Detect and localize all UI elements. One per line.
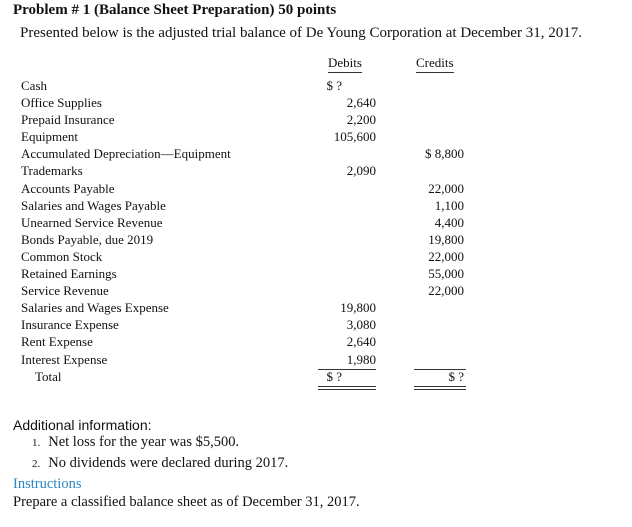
credit-amount: $ ? [448,368,464,384]
table-row [0,77,632,94]
credit-amount: $ 8,800 [425,146,464,162]
credit-amount: 55,000 [428,266,464,282]
account-name: Accounts Payable [21,180,115,196]
table-row [0,162,632,179]
debit-amount: 19,800 [340,300,376,316]
problem-title: Problem # 1 (Balance Sheet Preparation) 50 points [13,2,337,18]
debit-total-double-rule [318,386,376,390]
additional-info-item: 2. No dividends were declared during 2017. [32,455,289,471]
credit-amount: 22,000 [428,283,464,299]
debit-amount: 2,640 [346,334,376,350]
account-name: Cash [21,78,47,93]
credit-amount: 22,000 [428,180,464,196]
credit-total-double-rule [414,386,466,390]
account-name: Insurance Expense [21,317,119,333]
credit-amount: 22,000 [428,248,464,264]
account-name: Rent Expense [21,334,93,350]
trial-balance-table [0,77,632,385]
debit-amount: $ ? [326,78,342,93]
debit-amount: $ ? [326,368,342,384]
account-name: Total [35,368,62,384]
table-row [0,94,632,111]
table-row [0,333,632,350]
table-row [0,351,632,368]
account-name: Prepaid Insurance [21,112,115,128]
account-name: Salaries and Wages Payable [21,197,166,213]
table-row [0,214,632,231]
instructions-heading: Instructions [13,476,82,492]
debit-amount: 3,080 [346,317,376,333]
account-name: Common Stock [21,248,103,264]
credit-amount: 19,800 [428,231,464,247]
account-name: Retained Earnings [21,266,117,282]
account-name: Interest Expense [21,351,108,367]
account-name: Trademarks [21,163,83,179]
debit-amount: 2,200 [346,112,376,128]
account-name: Bonds Payable, due 2019 [21,231,154,247]
credit-amount: 4,400 [434,214,464,230]
table-row [0,145,632,162]
table-row [0,248,632,265]
credit-amount: 1,100 [434,197,464,213]
account-name: Unearned Service Revenue [21,214,163,230]
account-name: Salaries and Wages Expense [21,300,169,316]
table-row [0,316,632,333]
instructions-text: Prepare a classified balance sheet as of December 31, 2017. [13,494,360,510]
debit-amount: 1,980 [346,351,376,367]
credits-column-header: Credits [416,55,454,73]
account-name: Accumulated Depreciation—Equipment [21,146,231,162]
account-name: Equipment [21,129,79,145]
debit-amount: 2,640 [346,95,376,111]
debit-amount: 105,600 [333,129,376,145]
table-row [0,180,632,197]
debit-amount: 2,090 [346,163,376,179]
table-row [0,197,632,214]
table-row [0,265,632,282]
table-row [0,299,632,316]
table-row [0,111,632,128]
account-name: Service Revenue [21,283,109,299]
additional-info-heading: Additional information: [13,417,152,433]
credit-subtotal-rule [414,369,466,370]
problem-description: Presented below is the adjusted trial balance of De Young Corporation at December 31, 2017. [20,25,582,41]
additional-info-item: 1. Net loss for the year was $5,500. [32,434,240,450]
table-row [0,128,632,145]
debits-column-header: Debits [328,55,362,73]
table-row [0,231,632,248]
debit-subtotal-rule [318,369,376,370]
table-row [0,368,632,385]
account-name: Office Supplies [21,95,102,111]
table-row [0,282,632,299]
